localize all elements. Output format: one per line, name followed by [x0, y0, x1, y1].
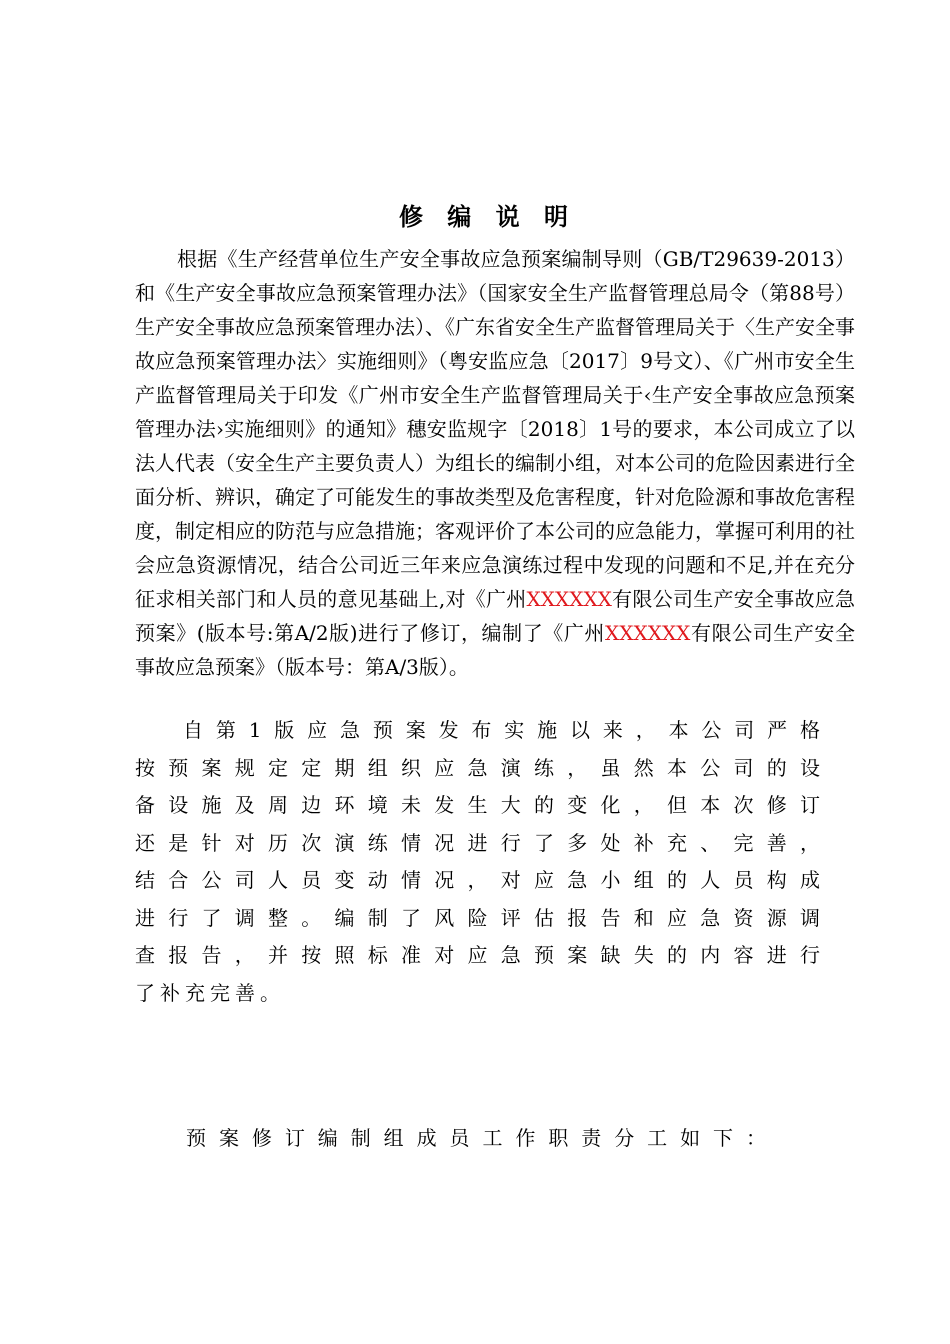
revision-paragraph — [135, 712, 825, 1012]
revision-line: 结合公司人员变动情况，对应急小组的人员构成 — [135, 868, 825, 892]
company-placeholder-1: XXXXXX — [526, 587, 612, 611]
revision-line: 按预案规定定期组织应急演练，虽然本公司的设 — [135, 755, 825, 780]
page-title: 修 编 说 明 — [398, 203, 577, 231]
company-placeholder-2: XXXXXX — [604, 621, 691, 645]
intro-text-part-1: 根据《生产经营单位生产安全事故应急预案编制导则（GB/T29639-2013）和《生产安全事故应急预案管理办法》（国家安全生产监督管理总局令（第88号）生产安全事故应急预案管理办法）、《广东省安全生产监督管理局关于〈生产安全事故应急预案管理办法〉实施细则》（粤安监应急〔2017〕9号文）、《广州市安全生产监督管理局关于印发《广州市安全生产监督管理局关于‹生产安全事故应急预案管理办法›实施细则》的通知》穗安监规字〔2018〕1号的要求，本公司成立了以法人代表（安全生产主要负责人）为组长的编制小组，对本公司的危险因素进行全面分析、辨识，确定了可能发生的事故类型及危害程度，针对危险源和事故危害程度，制定相应的防范与应急措施；客观评价了本公司的应急能力，掌握可利用的社会应急资源情况，结合公司近三年来应急演练过程中发现的问题和不足,并在充分征求相关部门和人员的意见基础上,对《广州 — [135, 247, 855, 611]
intro-paragraph — [135, 242, 855, 684]
revision-line: 进行了调整。编制了风险评估报告和应急资源调 — [135, 905, 825, 930]
revision-line: 备设施及周边环境未发生大的变化，但本次修订 — [135, 793, 825, 817]
revision-line: 自第1版应急预案发布实施以来，本公司严格 — [183, 718, 825, 742]
intro-text-part-3: 有限公司生产安全事故应急预案》（版本号：第A/3版）。 — [135, 621, 855, 679]
revision-line: 查报告，并按照标准对应急预案缺失的内容进行 — [135, 943, 825, 967]
revision-line: 了补充完善。 — [135, 980, 285, 1005]
intro-text-part-2: 有限公司生产安全事故应急预案》(版本号:第A/2版)进行了修订，编制了《广州 — [135, 587, 855, 645]
revision-line: 还是针对历次演练情况进行了多处补充、完善， — [135, 830, 825, 855]
responsibility-heading: 预案修订编制组成员工作职责分工如下： — [186, 1126, 766, 1150]
